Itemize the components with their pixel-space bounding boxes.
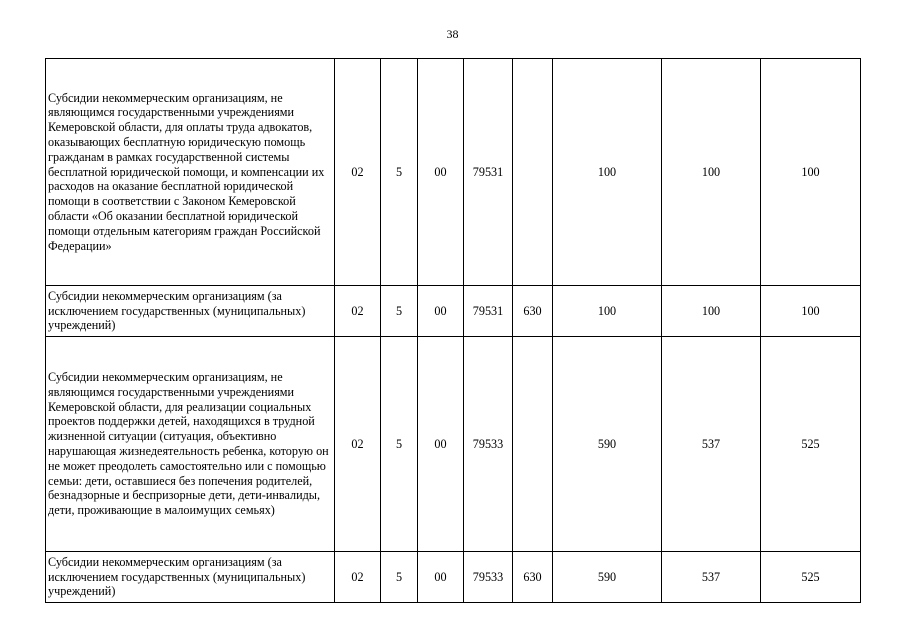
row-description: Субсидии некоммерческим организациям, не являющимся государственными учреждениями Кемеровской области, для реализации социальных проектов поддержки детей, находящихся в трудной жизненной ситуации (ситуация, объективно нарушающая жизнедеятельность ребенка, которую он не может преодолеть самостоятельно или с помощью семьи: дети, оставшиеся без попечения родителей, безнадзорные и беспризорные дети, дети-инвалиды, дети, проживающие в малоимущих семьях) [46,337,335,552]
cell-code1: 02 [335,337,381,552]
cell-amount2: 537 [662,552,761,603]
cell-amount3: 100 [761,286,861,337]
page-number: 38 [446,27,459,41]
cell-amount1: 100 [553,286,662,337]
budget-table [45,58,861,603]
cell-code4: 79531 [464,59,513,286]
cell-code5 [513,59,553,286]
row-description: Субсидии некоммерческим организациям, не являющимся государственными учреждениями Кемеровской области, для оплаты труда адвокатов, оказывающих бесплатную юридическую помощь гражданам в рамках государственной системы бесплатной юридической помощи, и компенсации их расходов на оказание бесплатной юридической помощи в соответствии с Законом Кемеровской области «Об оказании бесплатной юридической помощи отдельным категориям граждан Российской Федерации» [46,59,335,286]
cell-code4: 79533 [464,337,513,552]
table-row [46,286,861,337]
row-description: Субсидии некоммерческим организациям (за исключением государственных (муниципальных) учреждений) [46,286,335,337]
cell-amount3: 525 [761,337,861,552]
cell-amount2: 537 [662,337,761,552]
cell-amount3: 525 [761,552,861,603]
cell-code1: 02 [335,59,381,286]
table-row [46,552,861,603]
table-row [46,337,861,552]
cell-code1: 02 [335,552,381,603]
cell-code2: 5 [381,59,418,286]
cell-code3: 00 [418,59,464,286]
cell-code2: 5 [381,337,418,552]
cell-code3: 00 [418,286,464,337]
cell-amount1: 590 [553,552,662,603]
cell-amount1: 590 [553,337,662,552]
cell-code3: 00 [418,337,464,552]
cell-amount2: 100 [662,286,761,337]
cell-code2: 5 [381,286,418,337]
cell-amount2: 100 [662,59,761,286]
row-description: Субсидии некоммерческим организациям (за исключением государственных (муниципальных) учреждений) [46,552,335,603]
table-row [46,59,861,286]
cell-code4: 79531 [464,286,513,337]
cell-amount3: 100 [761,59,861,286]
cell-code3: 00 [418,552,464,603]
cell-amount1: 100 [553,59,662,286]
cell-code2: 5 [381,552,418,603]
cell-code5 [513,337,553,552]
cell-code5: 630 [513,286,553,337]
cell-code5: 630 [513,552,553,603]
cell-code1: 02 [335,286,381,337]
cell-code4: 79533 [464,552,513,603]
